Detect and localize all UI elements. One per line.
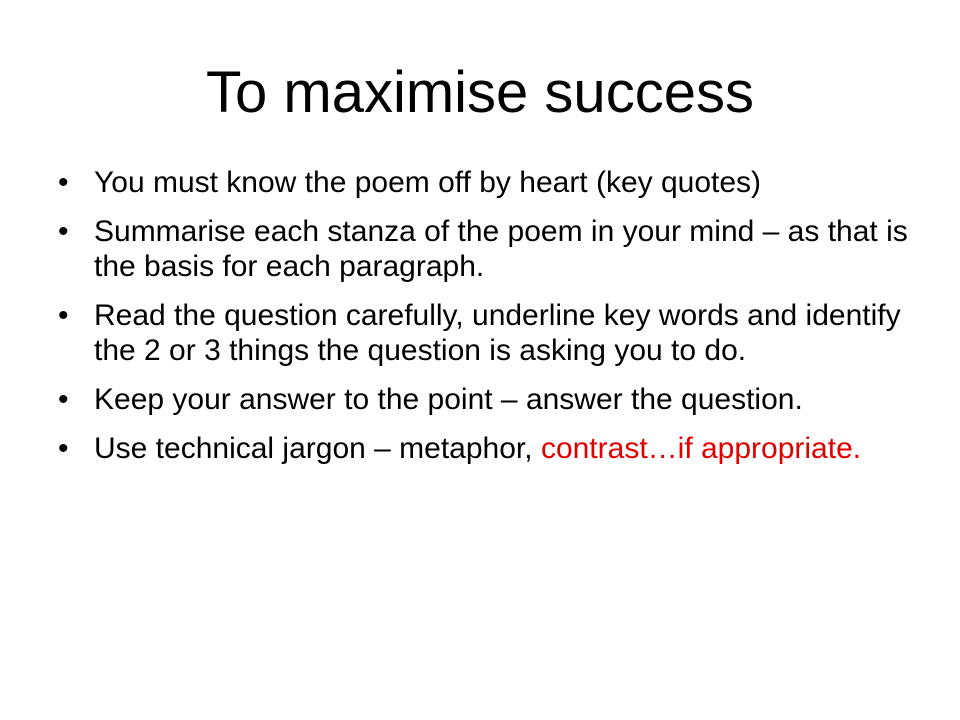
bullet-list bbox=[58, 165, 918, 480]
bullet-highlight-text: contrast…if appropriate. bbox=[540, 432, 862, 465]
bullet-marker: • bbox=[58, 383, 69, 416]
bullet-text: Summarise each stanza of the poem in your mind – as that is the basis for each paragraph. bbox=[94, 215, 908, 283]
bullet-item-3 bbox=[58, 298, 918, 368]
bullet-text: Keep your answer to the point – answer the question. bbox=[94, 383, 803, 416]
bullet-item-4 bbox=[58, 382, 918, 417]
bullet-item-2 bbox=[58, 214, 918, 284]
bullet-text: Use technical jargon – metaphor, bbox=[94, 432, 541, 465]
bullet-text: Read the question carefully, underline key words and identify the 2 or 3 things the question is asking you to do. bbox=[94, 299, 901, 367]
bullet-marker: • bbox=[58, 432, 69, 465]
bullet-marker: • bbox=[58, 299, 69, 332]
slide-title: To maximise success bbox=[206, 60, 754, 125]
bullet-text: You must know the poem off by heart (key quotes) bbox=[94, 166, 762, 199]
bullet-item-5 bbox=[58, 431, 918, 466]
bullet-marker: • bbox=[58, 215, 69, 248]
bullet-item-1 bbox=[58, 165, 918, 200]
bullet-marker: • bbox=[58, 166, 69, 199]
